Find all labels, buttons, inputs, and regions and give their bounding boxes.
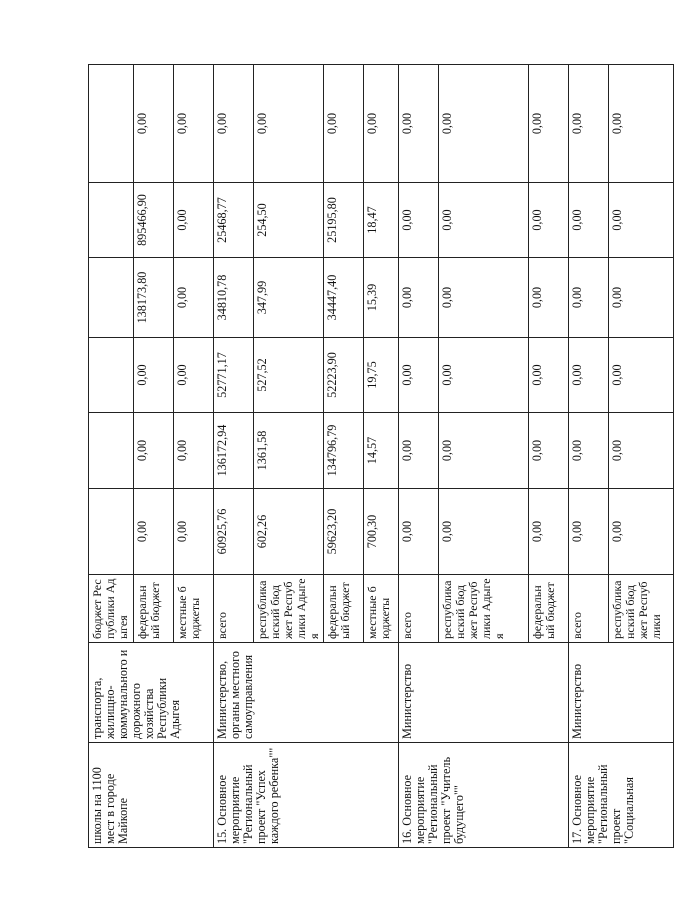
value-cell: 0,00 bbox=[399, 183, 439, 258]
value-cell: 0,00 bbox=[529, 183, 569, 258]
source-cell: всего bbox=[399, 575, 439, 643]
budget-table bbox=[88, 64, 674, 848]
value-cell: 60925,76 bbox=[214, 489, 254, 575]
value-cell: 527,52 bbox=[254, 338, 324, 413]
value-cell: 0,00 bbox=[134, 489, 174, 575]
value-cell: 52223,90 bbox=[324, 338, 364, 413]
table-row bbox=[399, 65, 439, 848]
source-cell: федеральный бюджет bbox=[529, 575, 569, 643]
value-cell: 59623,20 bbox=[324, 489, 364, 575]
value-cell: 0,00 bbox=[569, 338, 609, 413]
measure-cell: 16. Основное мероприятие "Региональный проект "Учитель будущего"" bbox=[399, 743, 569, 848]
rotated-table-block bbox=[88, 65, 663, 848]
source-cell: бюджет Республики Адыгея bbox=[89, 575, 134, 643]
value-cell: 0,00 bbox=[134, 413, 174, 489]
source-cell: местные бюджеты bbox=[174, 575, 214, 643]
value-cell: 52771,17 bbox=[214, 338, 254, 413]
executor-cell: Министерство, органы местного самоуправления bbox=[214, 643, 399, 743]
value-cell: 0,00 bbox=[569, 413, 609, 489]
measure-cell: 17. Основное мероприятие "Региональный проект "Социальная bbox=[569, 743, 674, 848]
value-cell: 0,00 bbox=[399, 65, 439, 183]
executor-cell: Министерство bbox=[569, 643, 674, 743]
source-cell: всего bbox=[569, 575, 609, 643]
value-cell: 18,47 bbox=[364, 183, 399, 258]
value-cell: 0,00 bbox=[324, 65, 364, 183]
source-cell: всего bbox=[214, 575, 254, 643]
value-cell: 0,00 bbox=[174, 183, 214, 258]
value-cell: 0,00 bbox=[439, 489, 529, 575]
value-cell: 0,00 bbox=[609, 183, 674, 258]
value-cell: 0,00 bbox=[214, 65, 254, 183]
source-cell: республиканский бюджет Республики Адыгея bbox=[439, 575, 529, 643]
value-cell: 0,00 bbox=[529, 258, 569, 338]
value-cell: 0,00 bbox=[399, 258, 439, 338]
table-row bbox=[89, 65, 134, 848]
value-cell: 0,00 bbox=[569, 183, 609, 258]
value-cell: 0,00 bbox=[439, 258, 529, 338]
value-cell: 0,00 bbox=[439, 183, 529, 258]
value-cell: 0,00 bbox=[439, 65, 529, 183]
value-cell: 0,00 bbox=[174, 489, 214, 575]
table-row bbox=[569, 65, 609, 848]
value-cell: 1361,58 bbox=[254, 413, 324, 489]
value-cell: 0,00 bbox=[609, 489, 674, 575]
value-cell: 700,30 bbox=[364, 489, 399, 575]
value-cell: 15,39 bbox=[364, 258, 399, 338]
value-cell: 0,00 bbox=[609, 338, 674, 413]
source-cell: республиканский бюджет Республики bbox=[609, 575, 674, 643]
value-cell: 0,00 bbox=[134, 65, 174, 183]
value-cell bbox=[89, 183, 134, 258]
source-cell: местные бюджеты bbox=[364, 575, 399, 643]
value-cell bbox=[89, 489, 134, 575]
value-cell: 138173,80 bbox=[134, 258, 174, 338]
value-cell bbox=[89, 258, 134, 338]
value-cell: 0,00 bbox=[529, 338, 569, 413]
measure-cell: школы на 1100 мест в городе Майкопе bbox=[89, 743, 214, 848]
value-cell: 0,00 bbox=[399, 413, 439, 489]
value-cell: 19,75 bbox=[364, 338, 399, 413]
source-cell: федеральный бюджет bbox=[134, 575, 174, 643]
value-cell: 0,00 bbox=[399, 338, 439, 413]
value-cell: 0,00 bbox=[569, 65, 609, 183]
measure-cell: 15. Основное мероприятие "Региональный проект "Успех каждого ребенка"" bbox=[214, 743, 399, 848]
value-cell: 0,00 bbox=[174, 413, 214, 489]
value-cell bbox=[89, 65, 134, 183]
source-cell: республиканский бюджет Республики Адыгея bbox=[254, 575, 324, 643]
value-cell: 34810,78 bbox=[214, 258, 254, 338]
value-cell: 0,00 bbox=[364, 65, 399, 183]
value-cell bbox=[89, 413, 134, 489]
value-cell: 0,00 bbox=[529, 489, 569, 575]
value-cell: 602,26 bbox=[254, 489, 324, 575]
value-cell: 136172,94 bbox=[214, 413, 254, 489]
value-cell: 0,00 bbox=[529, 413, 569, 489]
value-cell: 134796,79 bbox=[324, 413, 364, 489]
value-cell: 347,99 bbox=[254, 258, 324, 338]
value-cell: 25195,80 bbox=[324, 183, 364, 258]
value-cell: 0,00 bbox=[174, 258, 214, 338]
value-cell: 34447,40 bbox=[324, 258, 364, 338]
value-cell: 0,00 bbox=[529, 65, 569, 183]
value-cell: 0,00 bbox=[399, 489, 439, 575]
executor-cell: транспорта, жилищно-коммунального и дорожного хозяйства Республики Адыгея bbox=[89, 643, 214, 743]
value-cell: 0,00 bbox=[174, 338, 214, 413]
value-cell: 0,00 bbox=[569, 258, 609, 338]
source-cell: федеральный бюджет bbox=[324, 575, 364, 643]
table-row bbox=[214, 65, 254, 848]
value-cell: 0,00 bbox=[439, 338, 529, 413]
executor-cell: Министерство bbox=[399, 643, 569, 743]
value-cell: 0,00 bbox=[174, 65, 214, 183]
value-cell: 0,00 bbox=[254, 65, 324, 183]
value-cell: 25468,77 bbox=[214, 183, 254, 258]
value-cell bbox=[89, 338, 134, 413]
value-cell: 14,57 bbox=[364, 413, 399, 489]
value-cell: 254,50 bbox=[254, 183, 324, 258]
value-cell: 895466,90 bbox=[134, 183, 174, 258]
value-cell: 0,00 bbox=[609, 258, 674, 338]
value-cell: 0,00 bbox=[609, 65, 674, 183]
value-cell: 0,00 bbox=[134, 338, 174, 413]
value-cell: 0,00 bbox=[609, 413, 674, 489]
value-cell: 0,00 bbox=[439, 413, 529, 489]
value-cell: 0,00 bbox=[569, 489, 609, 575]
